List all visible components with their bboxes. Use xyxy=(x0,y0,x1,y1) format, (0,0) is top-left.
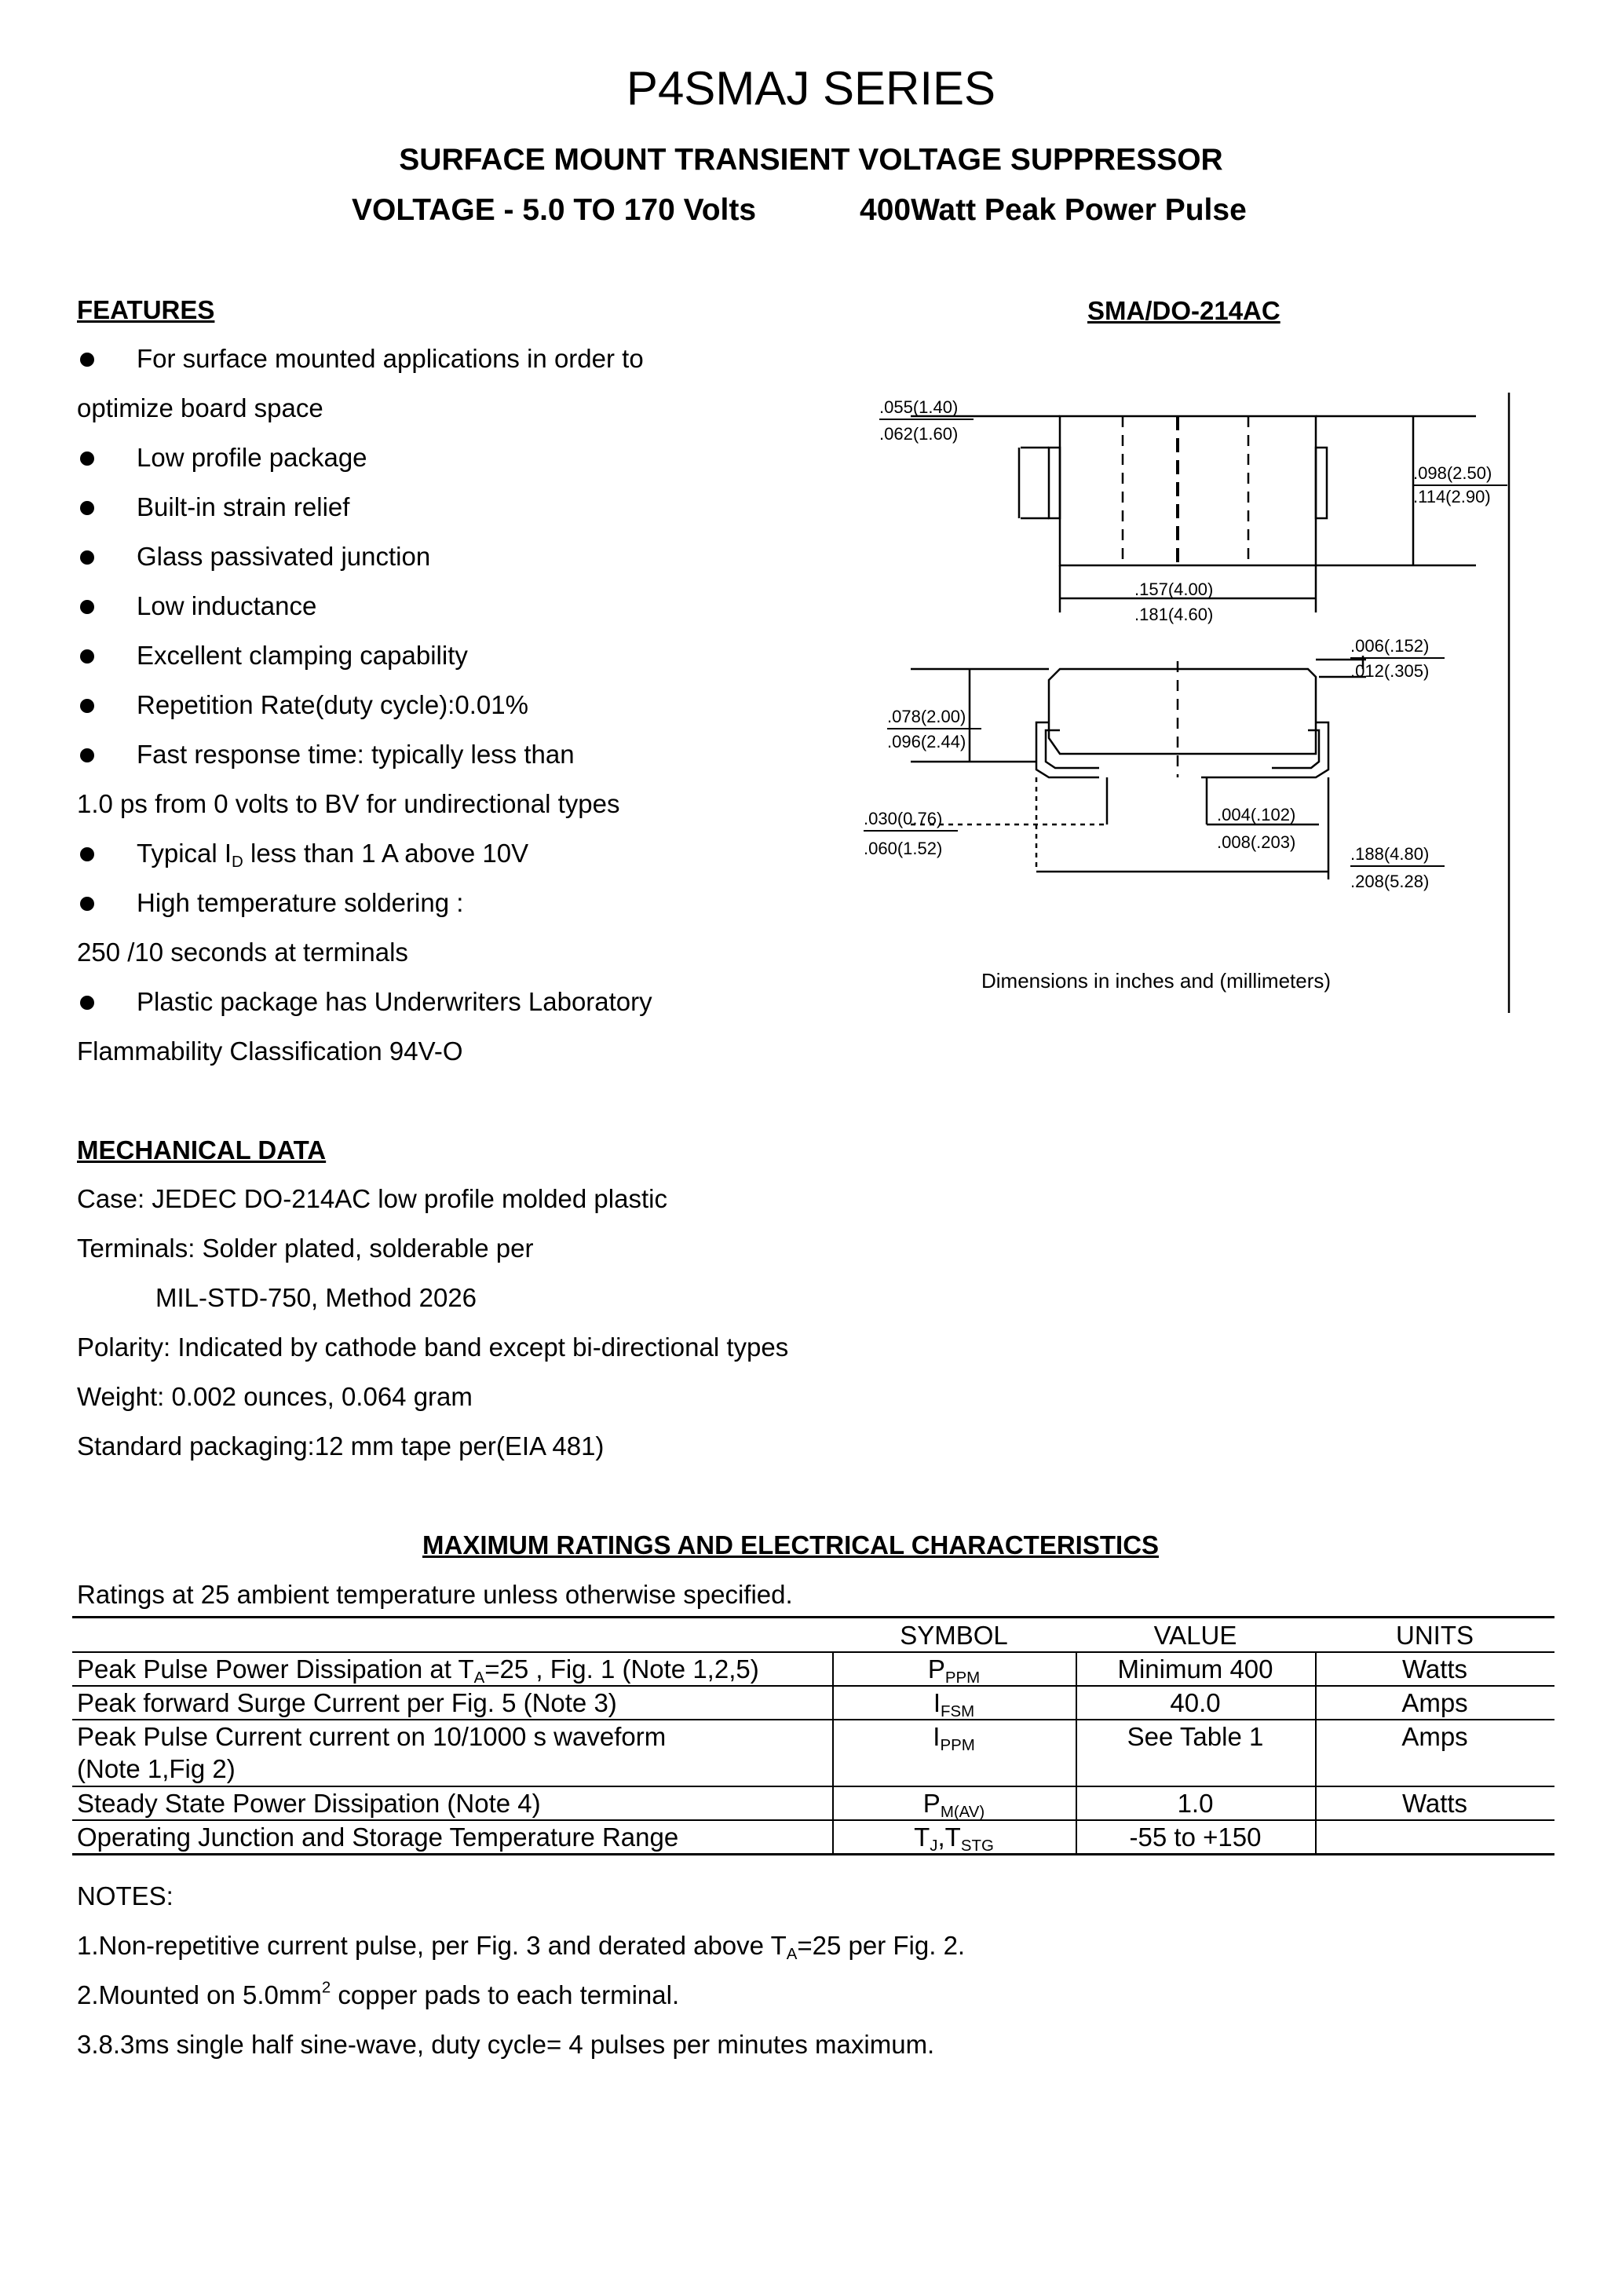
col-header-value: VALUE xyxy=(1153,1621,1237,1650)
dim-label: .060(1.52) xyxy=(864,839,943,858)
notes-heading: NOTES: xyxy=(77,1881,174,1910)
feature-item: 250 /10 seconds at terminals xyxy=(77,938,408,967)
features-heading: FEATURES xyxy=(77,295,215,324)
diagram-caption: Dimensions in inches and (millimeters) xyxy=(981,969,1332,993)
table-rule xyxy=(72,1719,1554,1720)
table-cell-symbol: $P_{M(AV)}$ xyxy=(922,1789,985,1822)
dim-label: .008(.203) xyxy=(1217,832,1296,852)
dim-label: .157(4.00) xyxy=(1134,579,1214,599)
bullet-icon xyxy=(80,897,94,911)
dim-label: .030(0.76) xyxy=(864,809,943,828)
note-item: 2.Mounted on $5.0mm^2$ copper pads to each terminal. xyxy=(77,1978,680,2009)
bullet-icon xyxy=(80,353,94,367)
feature-item: Low profile package xyxy=(137,443,367,472)
dim-label: .114(2.90) xyxy=(1413,487,1491,506)
ratings-heading: MAXIMUM RATINGS AND ELECTRICAL CHARACTERISTICS xyxy=(422,1530,1160,1559)
dim-label: .188(4.80) xyxy=(1350,844,1430,864)
dim-label: .096(2.44) xyxy=(887,732,966,751)
table-cell-param: Peak Pulse Power Dissipation at $T_A=25$ , Fig. 1 (Note 1,2,5) xyxy=(77,1654,759,1687)
dim-label: .078(2.00) xyxy=(887,707,966,726)
dim-label: .208(5.28) xyxy=(1350,872,1430,891)
feature-item: Typical $I_D$ less than 1 A above 10V xyxy=(137,839,529,872)
note-item: 1.Non-repetitive current pulse, per Fig. 3 and derated above $T_A=25$ per Fig. 2. xyxy=(77,1931,966,1964)
dim-label: .181(4.60) xyxy=(1134,605,1214,624)
feature-item: Repetition Rate(duty cycle):0.01% xyxy=(137,690,528,719)
mechanical-line: Weight: 0.002 ounces, 0.064 gram xyxy=(77,1382,473,1411)
bullet-icon xyxy=(80,699,94,713)
feature-item: Low inductance xyxy=(137,591,317,620)
bullet-icon xyxy=(80,501,94,515)
package-dimension-diagram xyxy=(864,385,1523,1029)
table-cell-symbol: $P_{PPM}$ xyxy=(927,1654,981,1687)
table-cell-param: Peak Pulse Current current on 10/1000 s waveform xyxy=(77,1722,667,1751)
table-cell-value: -55 to +150 xyxy=(1129,1823,1262,1852)
bullet-icon xyxy=(80,847,94,861)
mechanical-line: Case: JEDEC DO-214AC low profile molded plastic xyxy=(77,1184,667,1213)
dim-label: .004(.102) xyxy=(1217,805,1296,824)
col-header-symbol: SYMBOL xyxy=(900,1621,1008,1650)
table-cell-value: See Table 1 xyxy=(1127,1722,1264,1751)
feature-item: High temperature soldering : xyxy=(137,888,464,917)
dim-label: .062(1.60) xyxy=(879,424,959,444)
mechanical-heading: MECHANICAL DATA xyxy=(77,1135,327,1164)
table-rule xyxy=(72,1651,1554,1653)
bullet-icon xyxy=(80,550,94,565)
mechanical-line: Polarity: Indicated by cathode band except bi-directional types xyxy=(77,1333,789,1362)
table-rule xyxy=(72,1616,1554,1618)
table-cell-units: Amps xyxy=(1401,1722,1468,1751)
table-cell-units: Watts xyxy=(1401,1654,1468,1684)
feature-item: Excellent clamping capability xyxy=(137,641,468,670)
table-cell-param-line2: (Note 1,Fig 2) xyxy=(77,1754,236,1783)
dim-label: .012(.305) xyxy=(1350,661,1430,681)
table-cell-symbol: $I_{PPM}$ xyxy=(933,1722,975,1755)
table-rule xyxy=(72,1786,1554,1787)
table-cell-units: Watts xyxy=(1401,1789,1468,1818)
mechanical-line: Terminals: Solder plated, solderable per xyxy=(77,1234,534,1263)
page-subtitle: SURFACE MOUNT TRANSIENT VOLTAGE SUPPRESSOR xyxy=(399,143,1223,177)
dim-label: .006(.152) xyxy=(1350,636,1430,656)
table-cell-param: Steady State Power Dissipation (Note 4) xyxy=(77,1789,541,1818)
voltage-range: VOLTAGE - 5.0 TO 170 Volts xyxy=(352,193,757,227)
table-rule xyxy=(72,1685,1554,1687)
bullet-icon xyxy=(80,996,94,1010)
table-cell-value: Minimum 400 xyxy=(1117,1654,1273,1684)
package-label: SMA/DO-214AC xyxy=(1087,296,1280,325)
dim-label: .098(2.50) xyxy=(1413,463,1492,483)
table-cell-param: Peak forward Surge Current per Fig. 5 (Note 3) xyxy=(77,1688,617,1717)
bullet-icon xyxy=(80,748,94,762)
table-cell-symbol: $T_J,T_{STG}$ xyxy=(914,1823,994,1855)
table-cell-value: 1.0 xyxy=(1177,1789,1214,1818)
table-cell-units: Amps xyxy=(1401,1688,1468,1717)
feature-item: Plastic package has Underwriters Laboratory xyxy=(137,987,652,1016)
ratings-intro: Ratings at 25 ambient temperature unless otherwise specified. xyxy=(77,1580,793,1609)
table-rule xyxy=(72,1853,1554,1855)
mechanical-line: MIL-STD-750, Method 2026 xyxy=(155,1283,477,1312)
feature-item: Fast response time: typically less than xyxy=(137,740,575,769)
table-cell-symbol: $I_{FSM}$ xyxy=(933,1688,975,1721)
feature-item: 1.0 ps from 0 volts to BV for undirectional types xyxy=(77,789,620,818)
feature-item: optimize board space xyxy=(77,393,323,422)
feature-item: Flammability Classification 94V-O xyxy=(77,1036,463,1066)
bullet-icon xyxy=(80,452,94,466)
feature-item: Glass passivated junction xyxy=(137,542,431,571)
dim-label: .055(1.40) xyxy=(879,397,959,417)
table-rule xyxy=(72,1819,1554,1821)
bullet-icon xyxy=(80,649,94,664)
note-item: 3.8.3ms single half sine-wave, duty cycle= 4 pulses per minutes maximum. xyxy=(77,2030,935,2059)
mechanical-line: Standard packaging:12 mm tape per(EIA 481) xyxy=(77,1431,605,1461)
table-cell-param: Operating Junction and Storage Temperature Range xyxy=(77,1823,679,1852)
page-title: P4SMAJ SERIES xyxy=(626,62,996,115)
bullet-icon xyxy=(80,600,94,614)
peak-power: 400Watt Peak Power Pulse xyxy=(860,193,1247,227)
feature-item: Built-in strain relief xyxy=(137,492,350,521)
col-header-units: UNITS xyxy=(1396,1621,1474,1650)
feature-item: For surface mounted applications in order to xyxy=(137,344,644,373)
table-cell-value: 40.0 xyxy=(1170,1688,1221,1717)
